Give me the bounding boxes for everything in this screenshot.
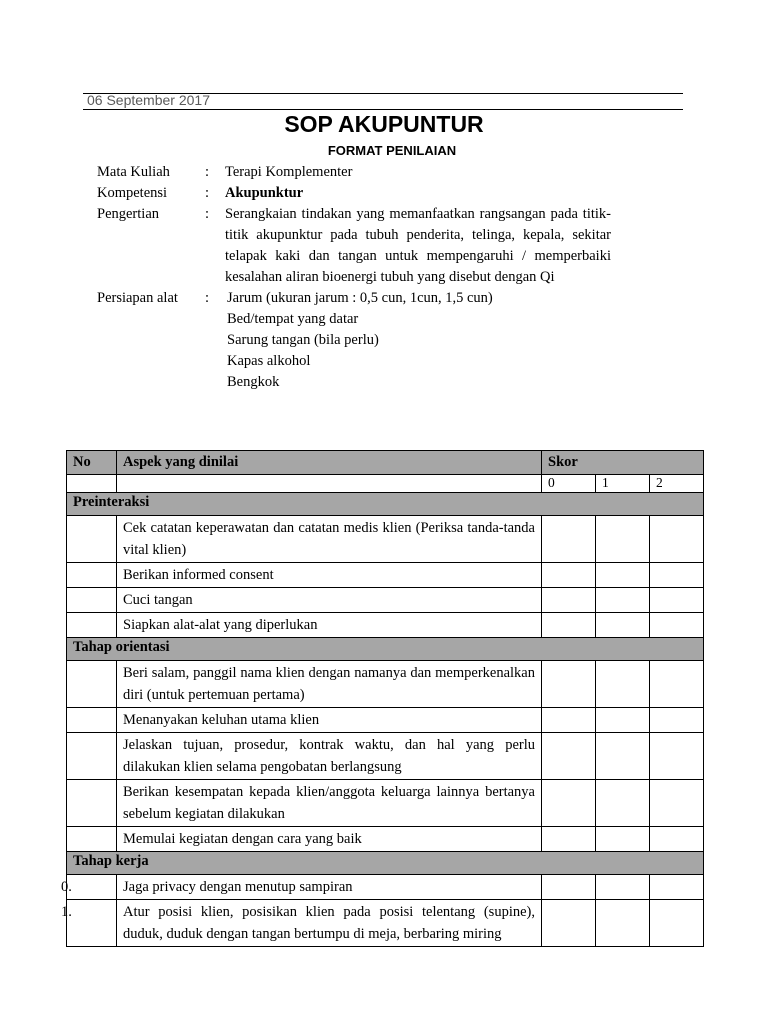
aspect-text: Berikan informed consent — [117, 563, 542, 588]
table-row — [67, 563, 704, 588]
score-cell-2[interactable] — [650, 733, 704, 780]
info-value: Serangkaian tindakan yang memanfaatkan rangsangan pada titik-titik akupunktur pada tubuh penderita, telinga, kepala, sekitar telapak kaki dan tangan untuk mempengaruhi / memperbaiki kesalahan aliran bioenergi tubuh yang disebut dengan Qi — [225, 206, 611, 285]
score-cell-1[interactable] — [596, 516, 650, 563]
section-row — [67, 852, 704, 875]
aspect-text: Jaga privacy dengan menutup sampiran — [117, 875, 542, 900]
equipment-item: Bed/tempat yang datar — [227, 311, 359, 327]
table-score-header-row — [67, 475, 704, 493]
score-cell-0[interactable] — [542, 588, 596, 613]
equipment-item: Jarum (ukuran jarum : 0,5 cun, 1cun, 1,5 cun) — [227, 290, 493, 306]
score-cell-0[interactable] — [542, 516, 596, 563]
table-row — [67, 827, 704, 852]
score-cell-2[interactable] — [650, 516, 704, 563]
aspect-text: Jelaskan tujuan, prosedur, kontrak waktu, dan hal yang perlu dilakukan klien selama pengobatan berlangsung — [117, 733, 542, 780]
assessment-table — [61, 450, 704, 947]
item-number-cell — [67, 563, 117, 588]
score-cell-2[interactable] — [650, 708, 704, 733]
table-row — [67, 875, 704, 900]
table-row — [67, 661, 704, 708]
score-header-0: 0 — [542, 475, 596, 493]
score-cell-0[interactable] — [542, 733, 596, 780]
score-cell-1[interactable] — [596, 827, 650, 852]
info-value: Terapi Komplementer — [225, 164, 353, 180]
item-number-cell — [67, 827, 117, 852]
score-cell-0[interactable] — [542, 613, 596, 638]
section-title: Tahap kerja — [67, 852, 704, 875]
info-label: Persiapan alat — [97, 290, 178, 306]
assessment-table-wrapper — [61, 450, 703, 942]
document-subtitle: FORMAT PENILAIAN — [327, 143, 457, 158]
aspect-text: Cuci tangan — [117, 588, 542, 613]
score-cell-2[interactable] — [650, 900, 704, 947]
score-cell-2[interactable] — [650, 563, 704, 588]
aspect-text: Siapkan alat-alat yang diperlukan — [117, 613, 542, 638]
empty-cell — [67, 475, 117, 493]
score-cell-0[interactable] — [542, 780, 596, 827]
score-header-2: 2 — [650, 475, 704, 493]
header-rule-bottom — [83, 109, 683, 110]
score-cell-2[interactable] — [650, 780, 704, 827]
table-row — [67, 900, 704, 947]
score-cell-1[interactable] — [596, 563, 650, 588]
item-number: 1. — [61, 904, 72, 920]
score-cell-1[interactable] — [596, 733, 650, 780]
item-number-cell — [67, 661, 117, 708]
equipment-item: Sarung tangan (bila perlu) — [227, 332, 379, 348]
item-number-cell — [67, 780, 117, 827]
table-row — [67, 780, 704, 827]
item-number-cell — [67, 588, 117, 613]
table-row — [67, 733, 704, 780]
item-number-cell — [61, 875, 117, 900]
info-colon: : — [205, 290, 210, 306]
section-row — [67, 638, 704, 661]
section-title: Preinteraksi — [67, 493, 704, 516]
item-number-cell — [67, 516, 117, 563]
header-no: No — [67, 451, 117, 475]
table-row — [67, 613, 704, 638]
item-number-cell — [67, 613, 117, 638]
info-label: Pengertian — [97, 206, 160, 222]
equipment-item: Bengkok — [227, 374, 280, 390]
item-number-cell — [61, 900, 117, 947]
header-aspek: Aspek yang dinilai — [117, 451, 542, 475]
score-cell-2[interactable] — [650, 875, 704, 900]
section-title: Tahap orientasi — [67, 638, 704, 661]
score-cell-0[interactable] — [542, 900, 596, 947]
score-cell-0[interactable] — [542, 708, 596, 733]
info-colon: : — [205, 206, 210, 222]
info-label: Kompetensi — [97, 185, 168, 201]
empty-cell — [117, 475, 542, 493]
aspect-text: Cek catatan keperawatan dan catatan medis klien (Periksa tanda-tanda vital klien) — [117, 516, 542, 563]
score-cell-2[interactable] — [650, 827, 704, 852]
info-row-kompetensi — [97, 183, 611, 204]
aspect-text: Berikan kesempatan kepada klien/anggota keluarga lainnya bertanya sebelum kegiatan dilakukan — [117, 780, 542, 827]
score-cell-1[interactable] — [596, 875, 650, 900]
info-row-mata-kuliah — [97, 162, 611, 183]
score-cell-1[interactable] — [596, 900, 650, 947]
score-cell-1[interactable] — [596, 613, 650, 638]
table-header-row — [67, 451, 704, 475]
info-colon: : — [205, 164, 210, 180]
info-row-pengertian — [97, 204, 611, 288]
score-cell-2[interactable] — [650, 588, 704, 613]
section-row — [67, 493, 704, 516]
score-cell-1[interactable] — [596, 588, 650, 613]
score-cell-1[interactable] — [596, 661, 650, 708]
table-row — [67, 516, 704, 563]
equipment-item: Kapas alkohol — [227, 353, 311, 369]
info-label: Mata Kuliah — [97, 164, 170, 180]
aspect-text: Beri salam, panggil nama klien dengan namanya dan memperkenalkan diri (untuk pertemuan pertama) — [117, 661, 542, 708]
table-row — [67, 708, 704, 733]
info-row-persiapan-alat — [97, 288, 611, 393]
score-cell-0[interactable] — [542, 563, 596, 588]
score-cell-0[interactable] — [542, 661, 596, 708]
item-number-cell — [67, 708, 117, 733]
score-cell-0[interactable] — [542, 875, 596, 900]
item-number: 0. — [61, 879, 72, 895]
document-date: 06 September 2017 — [87, 92, 210, 108]
item-number-cell — [67, 733, 117, 780]
score-cell-1[interactable] — [596, 708, 650, 733]
header-skor: Skor — [542, 451, 704, 475]
info-colon: : — [205, 185, 210, 201]
score-cell-2[interactable] — [650, 661, 704, 708]
aspect-text: Memulai kegiatan dengan cara yang baik — [117, 827, 542, 852]
equipment-list — [225, 288, 611, 393]
score-cell-0[interactable] — [542, 827, 596, 852]
info-value: Akupunktur — [225, 185, 304, 201]
score-header-1: 1 — [596, 475, 650, 493]
info-block — [97, 162, 611, 393]
score-cell-2[interactable] — [650, 613, 704, 638]
aspect-text: Menanyakan keluhan utama klien — [117, 708, 542, 733]
aspect-text: Atur posisi klien, posisikan klien pada posisi telentang (supine), duduk, duduk dengan tangan bertumpu di meja, berbaring miring — [117, 900, 542, 947]
score-cell-1[interactable] — [596, 780, 650, 827]
table-row — [67, 588, 704, 613]
document-title: SOP AKUPUNTUR — [284, 111, 484, 137]
